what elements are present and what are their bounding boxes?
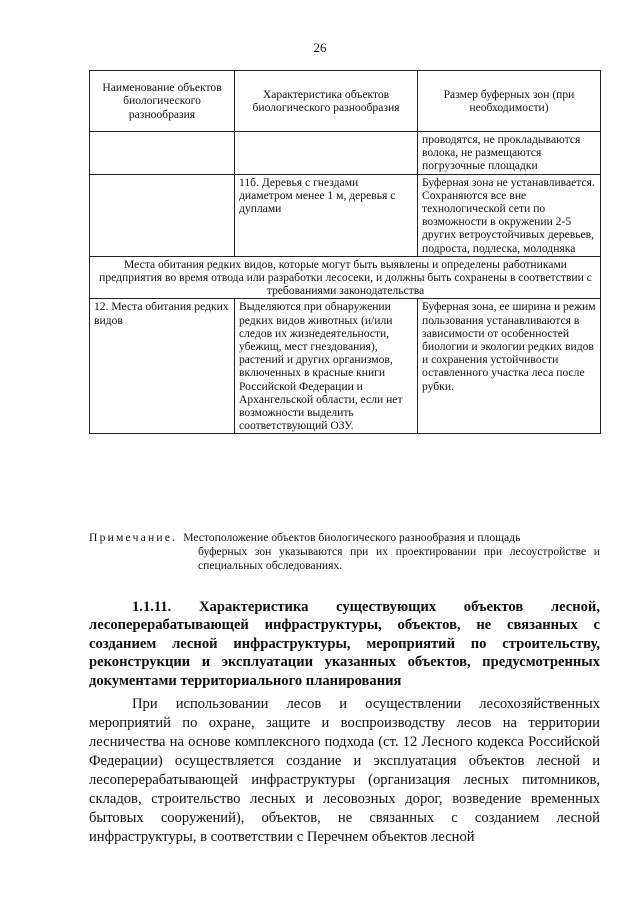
cell-name	[90, 174, 235, 256]
cell-buffer: Буферная зона не устанавливается. Сохраняются все вне технологической сети по возможности в окружении 2-5 других ветроустойчивых деревьев, подроста, подлеска, молодняка	[418, 174, 601, 256]
paragraph-text: При использовании лесов и осуществлении лесохозяйственных мероприятий по охране, защите и воспроизводству лесов на территории лесничества на основе комплексного подхода (ст. 12 Лесного кодекса Российской Федерации) осуществляется создание и эксплуатация объектов лесной и лесоперерабатывающей инфраструктуры (организация лесных питомников, складов, строительство лесных и лесовозных дорог, возведение временных бытовых сооружений), объектов, не связанных с созданием лесной инфраструктуры, в соответствии с Перечнем объектов лесной	[89, 696, 600, 845]
note-first-line: Местоположение объектов биологического разнообразия и площадь	[183, 531, 521, 544]
cell-buffer: Буферная зона, ее ширина и режим пользования устанавливаются в зависимости от особенностей биологии и экологии редких видов и сохранения устойчивости оставленного участка леса после рубки.	[418, 299, 601, 434]
table-row	[90, 132, 601, 175]
cell-name: 12. Места обитания редких видов	[90, 299, 235, 434]
biodiversity-table	[89, 70, 601, 434]
section-heading	[89, 598, 600, 690]
table-note	[89, 531, 600, 545]
page-number: 26	[313, 40, 327, 55]
cell-characteristic: 11б. Деревья с гнездами диаметром менее 1 м, деревья с дуплами	[235, 174, 418, 256]
cell-characteristic: Выделяются при обнаружении редких видов животных (и/или следов их жизнедеятельности, убежищ, мест гнездования), растений и других организмов, включенных в красные книги Российской Федерации и Архангельской области, если нет возможности выделить соответствующий ОЗУ.	[235, 299, 418, 434]
cell-buffer: проводятся, не прокладываются волока, не размещаются погрузочные площадки	[418, 132, 601, 175]
table-row	[90, 299, 601, 434]
table-span-row	[90, 256, 601, 299]
cell-name	[90, 132, 235, 175]
table-row	[90, 174, 601, 256]
note-continuation: буферных зон указываются при их проектировании при лесоустройстве и специальных обследованиях.	[198, 545, 600, 572]
note-label: Примечание.	[89, 531, 178, 544]
header-name: Наименование объектов биологического разнообразия	[90, 71, 235, 132]
table-header-row	[90, 71, 601, 132]
section-number: 1.1.11.	[132, 599, 172, 615]
cell-characteristic	[235, 132, 418, 175]
header-buffer-size: Размер буферных зон (при необходимости)	[418, 71, 601, 132]
header-characteristic: Характеристика объектов биологического разнообразия	[235, 71, 418, 132]
span-row-text: Места обитания редких видов, которые могут быть выявлены и определены работниками предприятия во время отвода или разработки лесосеки, и должны быть сохранены в соответствии с требованиями законодательства	[90, 256, 601, 299]
body-paragraph	[89, 695, 600, 847]
section-title: Характеристика существующих объектов лесной, лесоперерабатывающей инфраструктуры, объектов, не связанных с созданием лесной инфраструктуры, мероприятий по строительству, реконструкции и эксплуатации указанных объектов, предусмотренных документами территориального планирования	[89, 599, 600, 689]
